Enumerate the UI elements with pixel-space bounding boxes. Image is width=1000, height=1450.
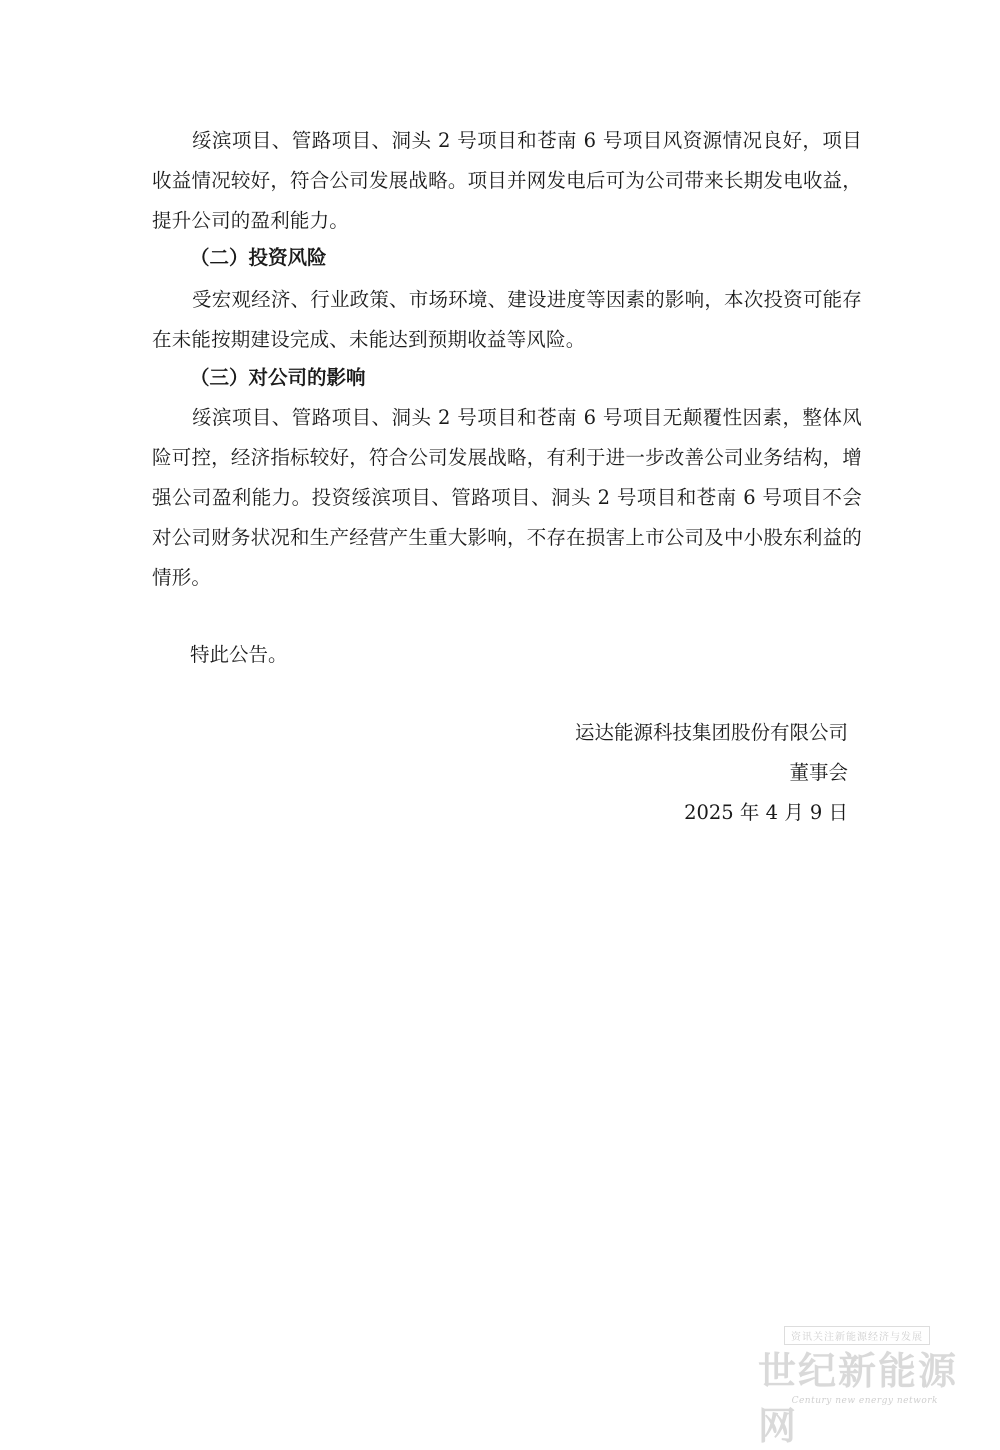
watermark-english-name: Century new energy network xyxy=(791,1396,938,1406)
signature-company-name: 运达能源科技集团股份有限公司 xyxy=(574,721,848,744)
paragraph-investment-benefits: 绥滨项目、管路项目、洞头 2 号项目和苍南 6 号项目风资源情况良好，项目收益情况较好，符合公司发展战略。项目并网发电后可为公司带来长期发电收益，提升公司的盈利能力。 xyxy=(152,129,862,232)
closing-statement: 特此公告。 xyxy=(190,643,288,666)
heading-investment-risk: （二）投资风险 xyxy=(190,246,327,269)
paragraph-company-impact: 绥滨项目、管路项目、洞头 2 号项目和苍南 6 号项目无颠覆性因素，整体风险可控，经济指标较好，符合公司发展战略，有利于进一步改善公司业务结构，增强公司盈利能力。投资绥滨项目、管路项目、洞头 2 号项目和苍南 6 号项目不会对公司财务状况和生产经营产生重大影响，不存在损害上市公司及中小股东利益的情形。 xyxy=(152,406,862,589)
signature-date: 2025 年 4 月 9 日 xyxy=(684,801,848,824)
signature-board: 董事会 xyxy=(789,761,848,784)
watermark-tagline: 资讯关注新能源经济与发展 xyxy=(784,1326,930,1345)
watermark-logo xyxy=(758,1326,978,1448)
watermark-brand: 世纪新能源网 xyxy=(758,1349,959,1448)
paragraph-investment-risk: 受宏观经济、行业政策、市场环境、建设进度等因素的影响，本次投资可能存在未能按期建设完成、未能达到预期收益等风险。 xyxy=(152,288,862,351)
heading-company-impact: （三）对公司的影响 xyxy=(190,366,366,389)
